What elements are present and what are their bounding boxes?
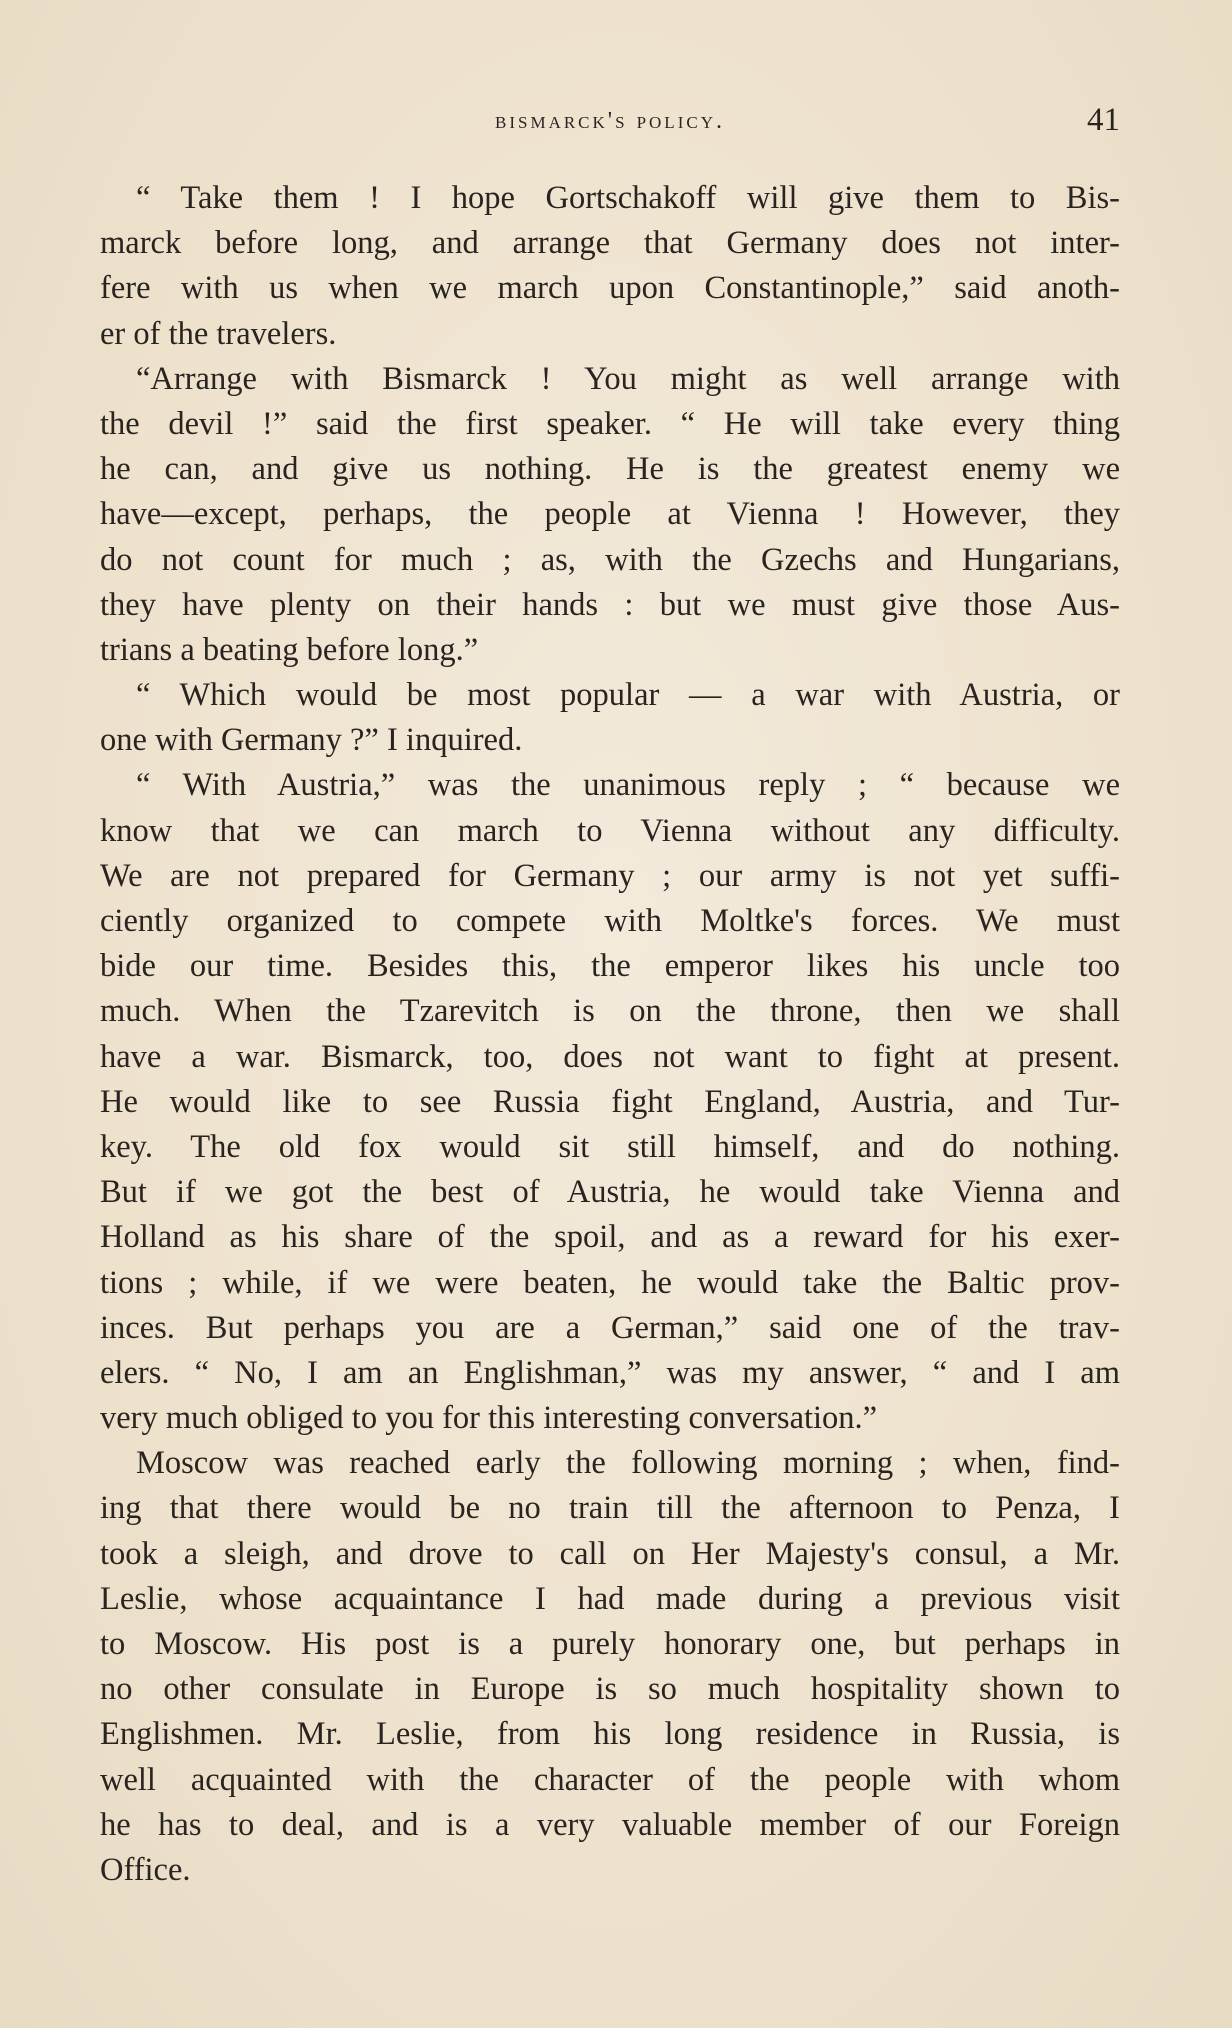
- text-line: he has to deal, and is a very valuable member of our Foreign: [100, 1806, 1120, 1843]
- text-line: Moscow was reached early the following morning ; when, find-: [136, 1445, 1120, 1482]
- text-line: know that we can march to Vienna without any difficulty.: [100, 812, 1120, 849]
- text-line: have—except, perhaps, the people at Vienna ! However, they: [100, 496, 1120, 533]
- text-line: He would like to see Russia fight England, Austria, and Tur-: [100, 1083, 1120, 1120]
- text-line: well acquainted with the character of the people with whom: [100, 1761, 1120, 1798]
- text-line: “ Which would be most popular — a war with Austria, or: [136, 677, 1120, 714]
- text-line: “ With Austria,” was the unanimous reply ; “ because we: [136, 767, 1120, 804]
- text-line: key. The old fox would sit still himself, and do nothing.: [100, 1128, 1120, 1165]
- body-text: [100, 176, 1120, 1893]
- text-line: We are not prepared for Germany ; our army is not yet suffi-: [100, 857, 1120, 894]
- text-line: fere with us when we march upon Constantinople,” said anoth-: [100, 270, 1120, 307]
- text-line: er of the travelers.: [100, 315, 337, 352]
- text-line: to Moscow. His post is a purely honorary one, but perhaps in: [100, 1626, 1120, 1662]
- text-line: bide our time. Besides this, the emperor likes his uncle too: [100, 948, 1120, 985]
- text-line: took a sleigh, and drove to call on Her Majesty's consul, a Mr.: [100, 1535, 1120, 1572]
- text-line: Office.: [100, 1851, 191, 1888]
- text-line: Leslie, whose acquaintance I had made during a previous visit: [100, 1580, 1120, 1617]
- text-line: Holland as his share of the spoil, and as a reward for his exer-: [100, 1219, 1120, 1256]
- text-line: much. When the Tzarevitch is on the throne, then we shall: [100, 993, 1120, 1030]
- text-line: he can, and give us nothing. He is the greatest enemy we: [100, 451, 1120, 488]
- text-line: the devil !” said the first speaker. “ He will take every thing: [100, 405, 1120, 442]
- text-line: “Arrange with Bismarck ! You might as well arrange with: [136, 360, 1120, 397]
- text-line: Englishmen. Mr. Leslie, from his long residence in Russia, is: [100, 1716, 1120, 1753]
- running-title: bismarck's policy.: [495, 108, 725, 134]
- text-line: ciently organized to compete with Moltke's forces. We must: [100, 903, 1120, 939]
- text-line: inces. But perhaps you are a German,” said one of the trav-: [100, 1309, 1120, 1346]
- text-line: ing that there would be no train till the afternoon to Penza, I: [100, 1490, 1120, 1527]
- text-line: trians a beating before long.”: [100, 631, 479, 668]
- text-line: one with Germany ?” I inquired.: [100, 722, 523, 759]
- page-number: 41: [1087, 102, 1120, 138]
- text-line: marck before long, and arrange that Germany does not inter-: [100, 225, 1120, 262]
- text-line: no other consulate in Europe is so much hospitality shown to: [100, 1671, 1120, 1708]
- running-head: [100, 102, 1120, 142]
- text-line: elers. “ No, I am an Englishman,” was my answer, “ and I am: [100, 1354, 1120, 1391]
- text-line: tions ; while, if we were beaten, he would take the Baltic prov-: [100, 1264, 1120, 1301]
- text-line: do not count for much ; as, with the Gzechs and Hungarians,: [100, 541, 1120, 578]
- text-line: But if we got the best of Austria, he would take Vienna and: [100, 1174, 1120, 1211]
- text-line: they have plenty on their hands : but we must give those Aus-: [100, 586, 1120, 623]
- text-line: have a war. Bismarck, too, does not want to fight at present.: [100, 1038, 1120, 1075]
- text-line: very much obliged to you for this interesting conversation.”: [100, 1400, 878, 1437]
- text-line: “ Take them ! I hope Gortschakoff will give them to Bis-: [136, 180, 1120, 216]
